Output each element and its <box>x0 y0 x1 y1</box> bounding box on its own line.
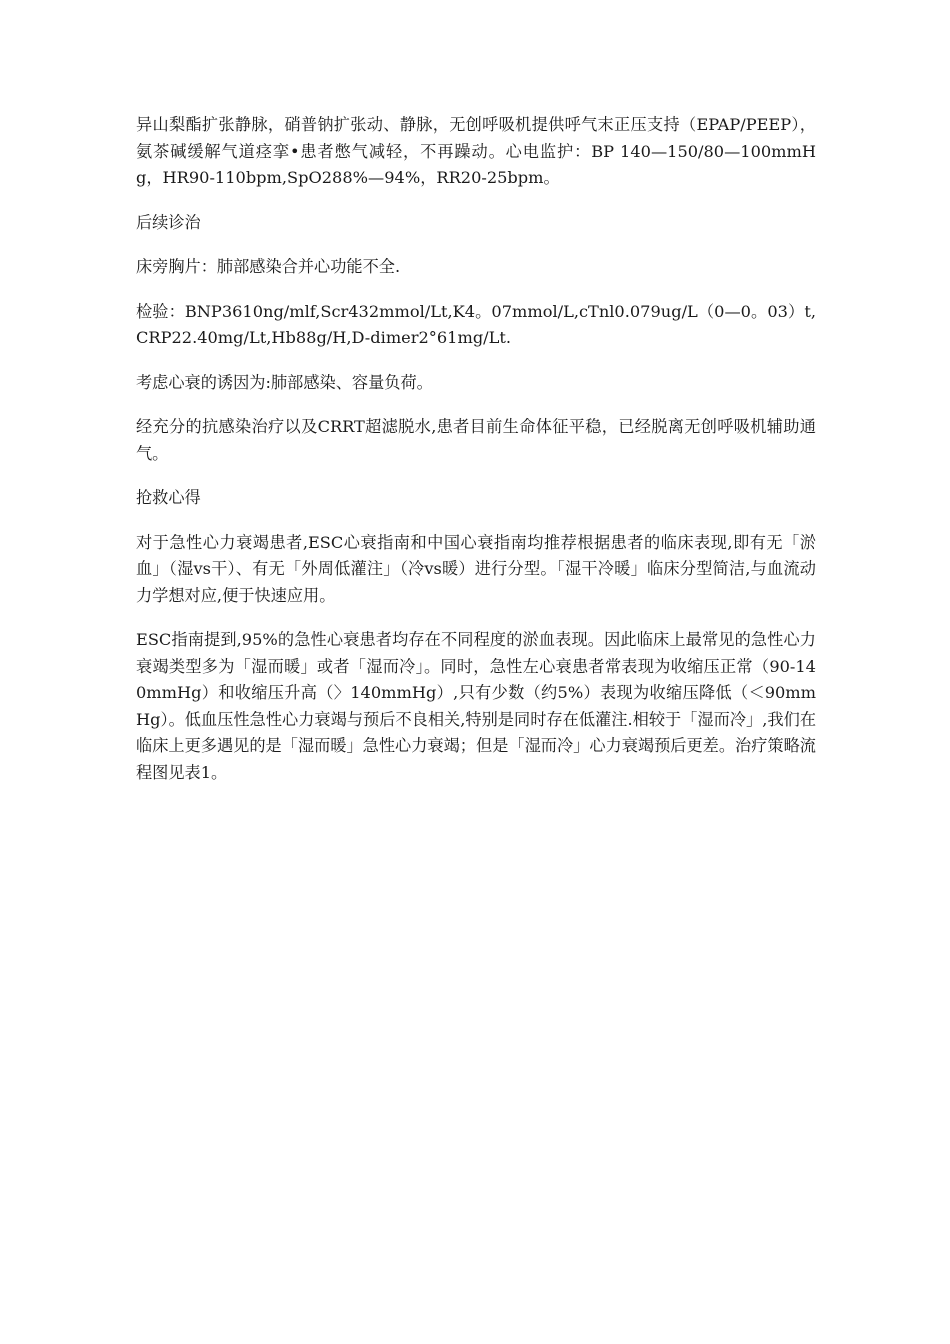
paragraph-esc-guidelines: ESC指南提到,95%的急性心衰患者均存在不同程度的淤血表现。因此临床上最常见的急性心力衰竭类型多为「湿而暖」或者「湿而冷」。同时，急性左心衰患者常表现为收缩压正常（90-140mmHg）和收缩压升高（〉140mmHg）,只有少数（约5%）表现为收缩压降低（＜90mmHg）。低血压性急性心力衰竭与预后不良相关,特别是同时存在低灌注.相较于「湿而冷」,我们在临床上更多遇见的是「湿而暖」急性心力衰竭；但是「湿而冷」心力衰竭预后更差。治疗策略流程图见表1。 <box>136 630 816 782</box>
section-heading-followup: 后续诊治 <box>136 212 201 232</box>
paragraph-classification: 对于急性心力衰竭患者,ESC心衰指南和中国心衰指南均推荐根据患者的临床表现,即有无「淤血」（湿vs干）、有无「外周低灌注」（冷vs暖）进行分型。「湿干冷暖」临床分型简洁,与血流动力学想对应,便于快速应用。 <box>136 532 816 605</box>
document-body <box>136 112 816 804</box>
paragraph-lab-tests: 检验：BNP3610ng/mlf,Scr432mmol/Lt,K4。07mmol/L,cTnl0.079ug/L（0—0。03）t,CRP22.40mg/Lt,Hb88g/H,D-dimer2°61mg/Lt. <box>136 301 816 347</box>
paragraph-outcome: 经充分的抗感染治疗以及CRRT超滤脱水,患者目前生命体征平稳，已经脱离无创呼吸机辅助通气。 <box>136 417 816 463</box>
paragraph-cause: 考虑心衰的诱因为:肺部感染、容量负荷。 <box>136 372 433 392</box>
section-heading-lessons: 抢救心得 <box>136 488 201 507</box>
paragraph-chest-xray: 床旁胸片：肺部感染合并心功能不全. <box>136 257 401 276</box>
paragraph-treatment: 异山梨酯扩张静脉，硝普钠扩张动、静脉，无创呼吸机提供呼气末正压支持（EPAP/PEEP），氨茶碱缓解气道痉挛•患者憋气减轻，不再躁动。心电监护：BP 140—150/80—100mmHg，HR90-110bpm,SpO288%—94%，RR20-25bpm。 <box>136 115 816 187</box>
